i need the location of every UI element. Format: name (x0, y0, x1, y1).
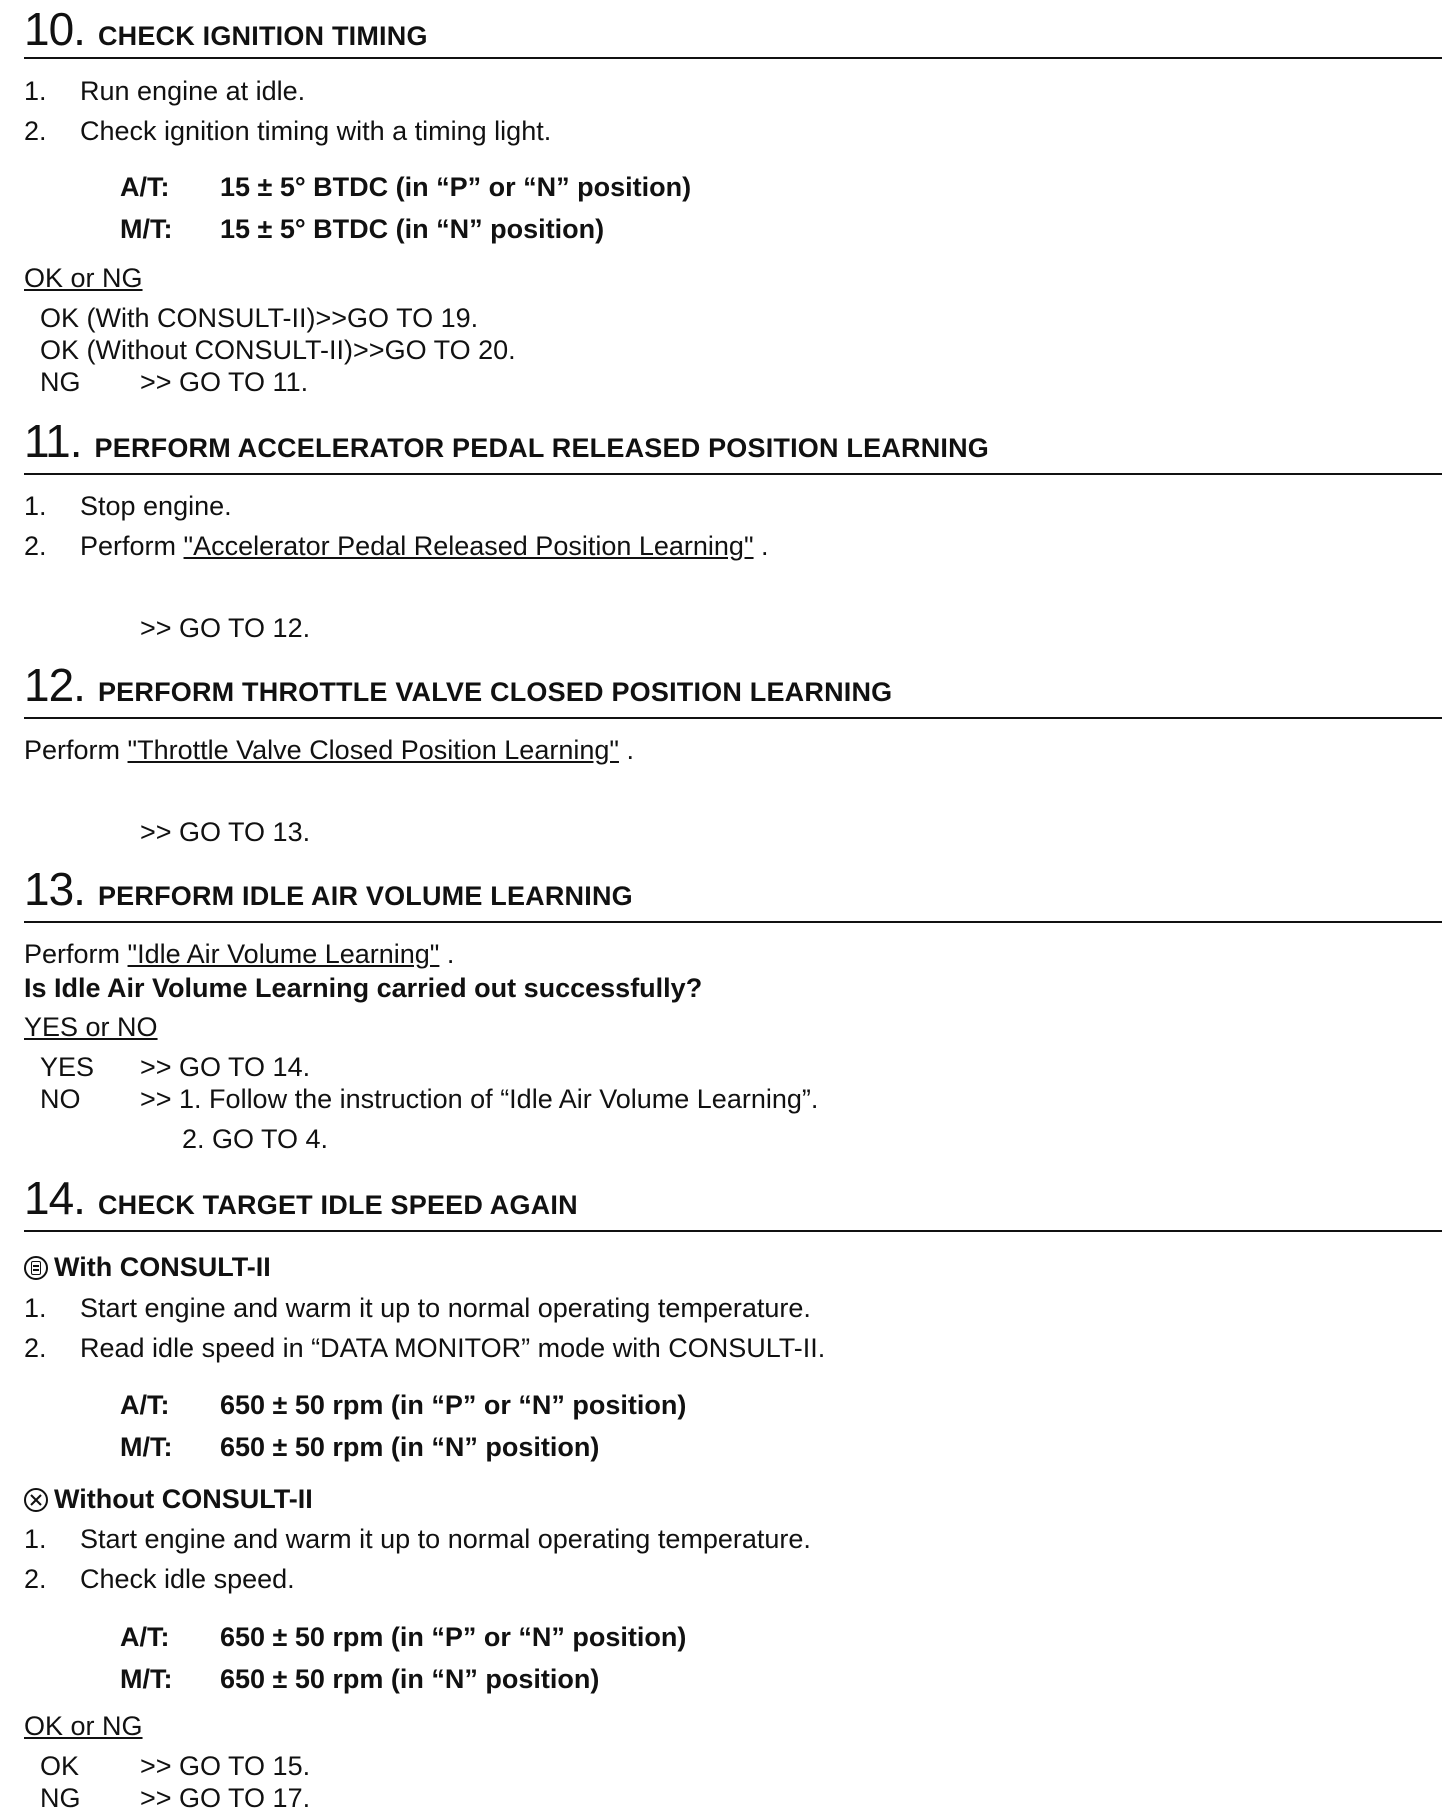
section-10-header (24, 2, 428, 55)
s13-perform-line (24, 939, 454, 970)
section-13-number: 13 (24, 863, 74, 915)
s14-result-ng-goto: >> GO TO 17. (140, 1783, 311, 1813)
s10-spec-mt-value: 15 ± 5° BTDC (in “N” position) (220, 214, 605, 244)
s14-with-step-1 (24, 1293, 811, 1324)
section-14-dot: . (73, 1172, 86, 1224)
without-consult-label: Without CONSULT-II (54, 1484, 313, 1514)
s12-goto: >> GO TO 13. (140, 817, 311, 847)
s14-with-consult-heading (24, 1252, 271, 1283)
section-14-title: CHECK TARGET IDLE SPEED AGAIN (97, 1190, 578, 1220)
step-number: 2. (24, 531, 47, 561)
s11-goto: >> GO TO 12. (140, 613, 311, 643)
section-10-rule (24, 57, 1442, 59)
step-number: 1. (24, 491, 47, 521)
s14-result-title: OK or NG (24, 1711, 143, 1741)
s13-result-no-action: >> 1. Follow the instruction of “Idle Air Volume Learning”. (140, 1084, 819, 1114)
idle-air-volume-learning-link[interactable]: "Idle Air Volume Learning" (127, 939, 440, 969)
step-text: Start engine and warm it up to normal operating temperature. (80, 1524, 811, 1554)
section-12-dot: . (73, 659, 86, 711)
s14-with-spec-at-label: A/T: (120, 1390, 170, 1420)
s10-result-ng-key: NG (40, 367, 81, 397)
section-11-dot: . (69, 415, 83, 467)
step-text: Check idle speed. (80, 1564, 295, 1594)
consult-tester-icon (24, 1256, 48, 1280)
step-text: Start engine and warm it up to normal operating temperature. (80, 1293, 811, 1323)
with-consult-label: With CONSULT-II (54, 1252, 271, 1282)
section-14-number: 14 (24, 1172, 74, 1224)
s14-result-ok-goto: >> GO TO 15. (140, 1751, 311, 1781)
s11-step-1 (24, 491, 232, 522)
section-12-title: PERFORM THROTTLE VALVE CLOSED POSITION LEARNING (97, 677, 893, 707)
s10-result-ok-with: OK (With CONSULT-II)>>GO TO 19. (40, 303, 479, 333)
s11-step-2 (24, 531, 769, 562)
accelerator-pedal-learning-link[interactable]: "Accelerator Pedal Released Position Learning" (183, 531, 754, 561)
no-consult-icon (24, 1488, 48, 1512)
step-number: 1. (24, 1293, 47, 1323)
section-14-rule (24, 1230, 1442, 1232)
s13-result-no-continue: 2. GO TO 4. (182, 1124, 329, 1154)
s10-result-title: OK or NG (24, 263, 143, 293)
section-13-header (24, 862, 633, 915)
s10-result-ok-without: OK (Without CONSULT-II)>>GO TO 20. (40, 335, 516, 365)
s10-spec-mt-label: M/T: (120, 214, 173, 244)
step-suffix: . (753, 531, 769, 561)
section-10-title: CHECK IGNITION TIMING (97, 21, 428, 51)
section-11-rule (24, 473, 1442, 475)
s14-result-ok-key: OK (40, 1751, 80, 1781)
s14-without-spec-at-value: 650 ± 50 rpm (in “P” or “N” position) (220, 1622, 687, 1652)
s14-with-spec-mt-label: M/T: (120, 1432, 173, 1462)
s13-question: Is Idle Air Volume Learning carried out successfully? (24, 973, 703, 1003)
s14-without-spec-mt-label: M/T: (120, 1664, 173, 1694)
s14-with-spec-at-value: 650 ± 50 rpm (in “P” or “N” position) (220, 1390, 687, 1420)
section-13-dot: . (73, 863, 86, 915)
perform-prefix: Perform (24, 735, 128, 765)
perform-prefix: Perform (24, 939, 128, 969)
section-12-header (24, 658, 893, 711)
s13-result-no-key: NO (40, 1084, 81, 1114)
step-text: Read idle speed in “DATA MONITOR” mode with CONSULT-II. (80, 1333, 826, 1363)
step-text: Check ignition timing with a timing light. (80, 116, 552, 146)
s14-without-spec-mt-value: 650 ± 50 rpm (in “N” position) (220, 1664, 600, 1694)
s12-perform-line (24, 735, 634, 766)
section-12-number: 12 (24, 659, 74, 711)
s10-step-1 (24, 76, 305, 107)
section-13-title: PERFORM IDLE AIR VOLUME LEARNING (97, 881, 633, 911)
step-number: 2. (24, 1564, 47, 1594)
step-number: 1. (24, 76, 47, 106)
s13-result-yes-goto: >> GO TO 14. (140, 1052, 311, 1082)
step-number: 2. (24, 116, 47, 146)
section-14-header (24, 1171, 578, 1224)
step-text: Stop engine. (80, 491, 232, 521)
section-10-number: 10 (24, 3, 74, 55)
s14-result-ng-key: NG (40, 1783, 81, 1813)
section-11-header (24, 414, 990, 467)
section-11-title: PERFORM ACCELERATOR PEDAL RELEASED POSITION LEARNING (94, 433, 990, 463)
step-number: 1. (24, 1524, 47, 1554)
s14-with-spec-mt-value: 650 ± 50 rpm (in “N” position) (220, 1432, 600, 1462)
s13-result-yes-key: YES (40, 1052, 95, 1082)
throttle-valve-learning-link[interactable]: "Throttle Valve Closed Position Learning" (127, 735, 619, 765)
section-10-dot: . (73, 3, 86, 55)
s10-result-ng-goto: >> GO TO 11. (140, 367, 309, 397)
s14-with-step-2 (24, 1333, 825, 1364)
section-12-rule (24, 717, 1442, 719)
s14-without-step-2 (24, 1564, 295, 1595)
step-text: Run engine at idle. (80, 76, 306, 106)
perform-suffix: . (439, 939, 455, 969)
s10-step-2 (24, 116, 551, 147)
s14-without-step-1 (24, 1524, 811, 1555)
perform-suffix: . (618, 735, 634, 765)
s13-result-title: YES or NO (24, 1012, 158, 1042)
s14-without-consult-heading (24, 1484, 313, 1515)
section-13-rule (24, 921, 1442, 923)
s10-spec-at-value: 15 ± 5° BTDC (in “P” or “N” position) (220, 172, 692, 202)
section-11-number: 11 (24, 415, 70, 467)
step-number: 2. (24, 1333, 47, 1363)
s10-spec-at-label: A/T: (120, 172, 170, 202)
s14-without-spec-at-label: A/T: (120, 1622, 170, 1652)
step-prefix: Perform (80, 531, 184, 561)
